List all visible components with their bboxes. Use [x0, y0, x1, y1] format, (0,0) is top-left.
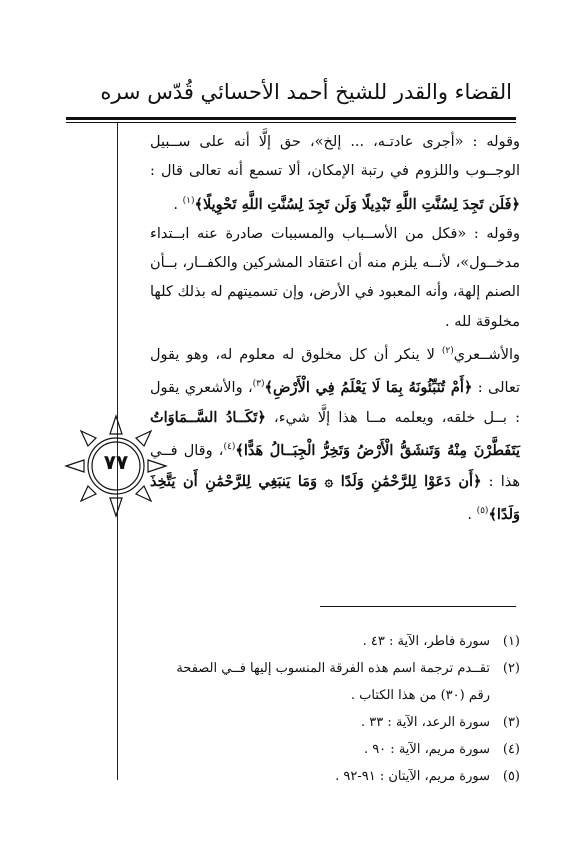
text-line: والأشعري يقول : بــل خلقه، ويعلمه مــا هذا إلَّا شيء،	[150, 379, 520, 427]
footnote-text: سورة فاطر، الآية : ٤٣ .	[362, 634, 490, 649]
footnote-1	[150, 628, 520, 655]
text-line: لا ينكر أن كل مخلوق له معلوم له،	[215, 346, 442, 363]
body-text	[150, 128, 520, 530]
footnote-number: (١)	[502, 634, 520, 649]
text-line: ، وقال فــي هذا :	[150, 443, 520, 490]
footnote-ref[interactable]: (٣)	[252, 379, 265, 390]
footnote-2	[150, 655, 520, 682]
footnote-3	[150, 709, 520, 736]
header-rule-thick	[66, 117, 516, 120]
text-line: والكفــار، بــأن الصنم إلهة، وأنه المعبود في الأرض، وإن	[150, 255, 520, 301]
footnote-number: (٥)	[502, 769, 520, 784]
footnote-ref[interactable]: (٢)	[441, 345, 454, 356]
text-line: تسميتهم له بذلك كلها مخلوقة لله .	[150, 284, 520, 330]
footnote-4	[150, 736, 520, 763]
quran-verse: ﴿أَن دَعَوْا لِلرَّحْمَٰنِ	[370, 472, 482, 490]
footnote-5	[150, 763, 520, 790]
quran-verse: الْجِبَــالُ هَدًّا﴾	[235, 442, 316, 460]
text-line: والأشــعري	[453, 346, 521, 363]
text-line: .	[467, 506, 477, 523]
footnote-text: سورة الرعد، الآية : ٣٣ .	[361, 715, 490, 730]
page-number: ٧٧	[103, 450, 129, 474]
text-line: ،	[247, 379, 253, 396]
text-line: ابــتداء مدخــول»، لأنــه يلزم منه أن اعتقاد المشركين	[150, 225, 520, 272]
footnotes	[150, 628, 520, 790]
paragraph-2	[150, 220, 520, 337]
quran-verse: وَلَدًا ۞ وَمَا يَنبَغِي لِلرَّحْمَٰنِ أَن يَتَّخِذَ وَلَدًا﴾	[150, 472, 520, 523]
quran-verse: ﴿تَكَــادُ السَّــمَاوَاتُ يَتَفَطَّرْنَ مِنْهُ وَتَنشَقُّ الْأَرْضُ وَتَخِرُّ	[150, 409, 520, 460]
paragraph-1	[150, 128, 520, 220]
quran-verse: ﴿أَمْ تُنَبِّئُونَهُ بِمَا لَا يَعْلَمُ فِي الْأَرْضِ﴾	[264, 378, 473, 396]
text-line: وقوله : «فكل من الأســباب والمسببات صادرة عنه	[197, 225, 520, 242]
footnote-ref[interactable]: (١)	[182, 195, 195, 206]
text-line: تعالى قال :	[150, 163, 221, 180]
footnote-2-continuation: رقم (٣٠) من هذا الكتاب .	[350, 688, 490, 703]
running-header-title: القضاء والقدر للشيخ أحمد الأحسائي قُدّس سره	[100, 80, 512, 104]
quran-verse: ﴿فَلَن تَجِدَ لِسُنَّتِ اللَّهِ تَبْدِيلًا وَلَن تَجِدَ لِسُنَّتِ	[267, 195, 520, 213]
footnote-number: (٣)	[502, 715, 520, 730]
footnote-number: (٢)	[502, 661, 520, 676]
footnote-separator	[320, 606, 516, 607]
footnote-text: تقــدم ترجمة اسم هذه الفرقة المنسوب إليها فــي الصفحة	[176, 661, 490, 676]
header-rule-thin	[66, 122, 516, 123]
quran-verse: اللَّهِ تَحْوِيلًا﴾	[194, 195, 263, 213]
footnote-number: (٤)	[502, 742, 520, 757]
paragraph-3	[150, 337, 520, 530]
text-line: ســبيل الوجــوب واللزوم في رتبة الإمكان، ألا تسمع أنه	[150, 134, 521, 180]
footnote-text: سورة مريم، الآية : ٩٠ .	[363, 742, 490, 757]
footnote-ref[interactable]: (٥)	[476, 505, 489, 516]
footnote-ref[interactable]: (٤)	[223, 442, 236, 453]
footnote-text: سورة مريم، الآيتان : ٩١-٩٢ .	[335, 769, 490, 784]
text-line: وقوله : «أجرى عادتـه، ... إلخ»، حق إلَّا أنه على	[199, 134, 520, 150]
text-line: .	[173, 196, 183, 213]
text-line: وهو يقول تعالى :	[150, 346, 520, 396]
